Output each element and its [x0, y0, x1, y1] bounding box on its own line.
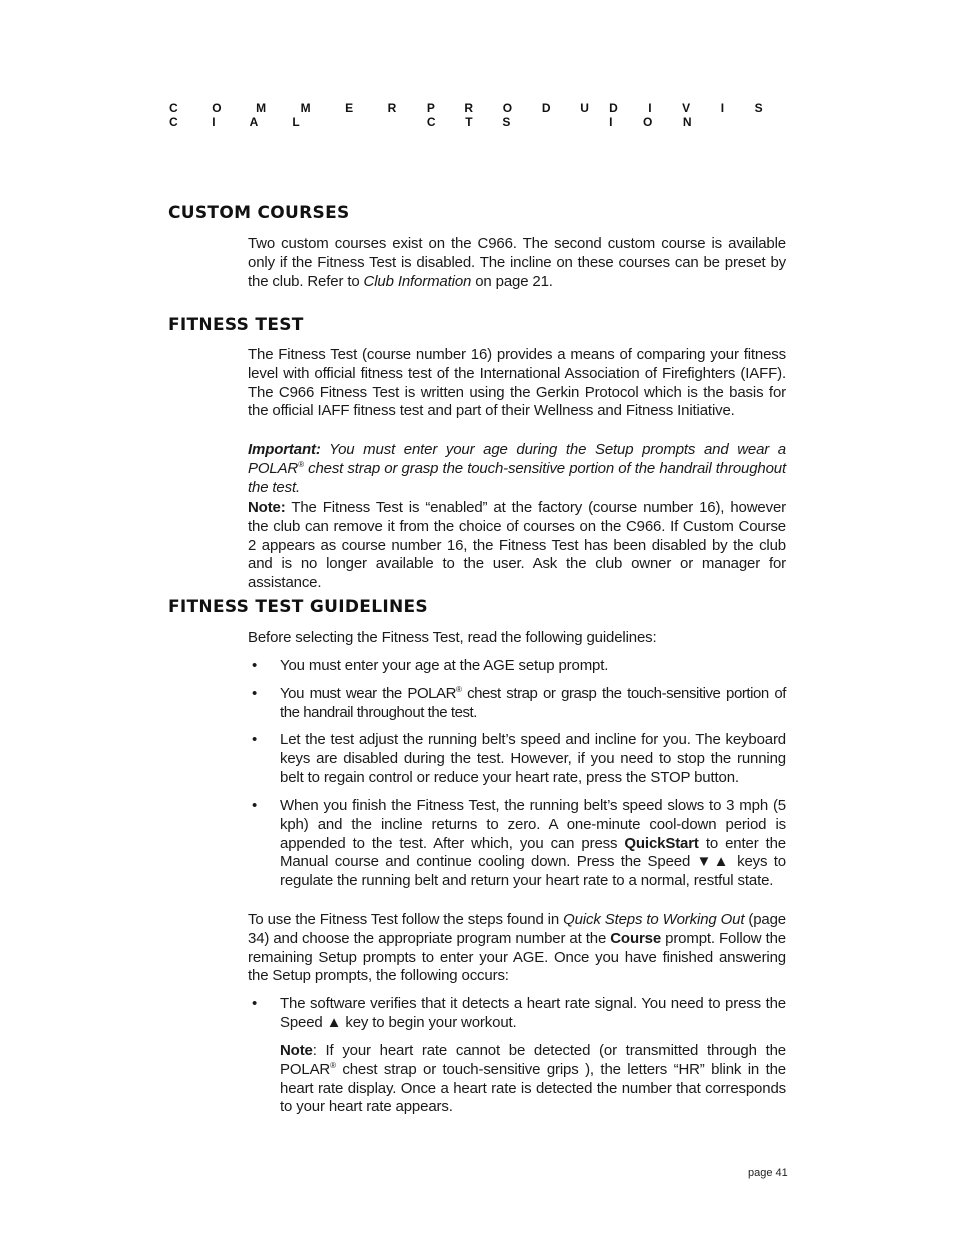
registered-mark: ® [298, 459, 304, 469]
note-label: Note: [248, 499, 286, 516]
custom-courses-paragraph [248, 235, 786, 291]
bullet-marker: • [252, 731, 258, 748]
bullet-marker: • [252, 797, 258, 814]
bullet-text-software: The software verifies that it detects a heart rate signal. You need to press the Speed ▲ key to begin your workout. [280, 995, 786, 1031]
bullet-text-finish [280, 797, 786, 891]
quickstart-label: QuickStart [624, 834, 699, 852]
use-text-b: (page 34) and choose the appropriate program number at the [248, 911, 786, 947]
bullet-polar-text-a: You must wear the POLAR [280, 685, 456, 702]
club-information-reference: Club Information [363, 272, 472, 290]
running-header-word-1: C O M M E R C I A L [169, 101, 412, 129]
bullet-marker: • [252, 657, 258, 674]
running-header-word-3: D I V I S I O N [609, 101, 777, 129]
custom-courses-text-a: Two custom courses exist on the C966. The second custom course is available only if the Fitness Test is disabled. The incline on these courses can be preset by the club. Refer to [248, 235, 786, 290]
list-item [248, 731, 786, 787]
note2-label: Note [280, 1042, 313, 1059]
registered-mark: ® [330, 1060, 336, 1070]
bullet-text-age: You must enter your age at the AGE setup prompt. [280, 657, 609, 674]
registered-mark: ® [456, 685, 462, 694]
bullet-marker: • [252, 995, 258, 1012]
sub-note [248, 1042, 786, 1117]
note-text: The Fitness Test is “enabled” at the factory (course number 16), however the club can remove it from the choice of courses on the C966. If Custom Course 2 appears as course number 16, the Fitness Test has been disabled by the club and is no longer available to the user. Ask the club owner or manager for assistance. [248, 499, 786, 592]
course-label: Course [610, 929, 662, 947]
bullet-polar-text-b: chest strap or grasp the touch-sensitive portion of the handrail throughout the test. [280, 685, 786, 721]
bullet-text-polar [280, 685, 786, 723]
section-heading-guidelines: FITNESS TEST GUIDELINES [168, 597, 428, 617]
page-number: page 41 [748, 1167, 788, 1179]
fitness-test-note [248, 499, 786, 593]
bullet-marker: • [252, 685, 258, 702]
important-text-b: chest strap or grasp the touch-sensitive portion of the handrail throughout the test. [248, 459, 786, 496]
section-heading-fitness-test: FITNESS TEST [168, 315, 304, 335]
running-header [169, 101, 786, 129]
quick-steps-reference: Quick Steps to Working Out [563, 911, 745, 928]
guidelines-intro: Before selecting the Fitness Test, read the following guidelines: [248, 629, 657, 646]
use-text-a: To use the Fitness Test follow the steps found in [248, 911, 564, 928]
bullet-finish-text-b: to enter the Manual course and continue cooling down. Press the Speed ▼▲ keys to regulate the running belt and return your heart rate to a normal, restful state. [280, 834, 786, 890]
bullet-text-adjust: Let the test adjust the running belt’s speed and incline for you. The keyboard keys are disabled during the test. However, if you need to stop the running belt to regain control or reduce your heart rate, press the STOP button. [280, 731, 786, 786]
custom-courses-text-b: on page 21. [471, 272, 553, 290]
list-item [248, 797, 786, 891]
running-header-word-2: P R O D U C T S [426, 101, 603, 129]
note2-text-a: : If your heart rate cannot be detected (or transmitted through the POLAR [280, 1042, 786, 1078]
section-heading-custom-courses: CUSTOM COURSES [168, 203, 350, 223]
use-fitness-test-paragraph [248, 911, 786, 986]
important-note [248, 441, 786, 497]
bullet-finish-text-a: When you finish the Fitness Test, the running belt’s speed slows to 3 mph (5 kph) and the incline returns to zero. A one-minute cool-down period is appended to the test. After which, you can press [280, 797, 786, 852]
list-item [248, 657, 786, 676]
note2-text-b: chest strap or touch-sensitive grips ), the letters “HR” blink in the heart rate display. Once a heart rate is detected the number that corresponds to your heart rate appears. [280, 1060, 786, 1116]
use-text-c: prompt. Follow the remaining Setup prompts to enter your AGE. Once you have finished answering the Setup prompts, the following occurs: [248, 929, 786, 985]
important-text-a: You must enter your age during the Setup prompts and wear a POLAR [248, 441, 786, 477]
list-item [248, 995, 786, 1033]
fitness-test-paragraph: The Fitness Test (course number 16) provides a means of comparing your fitness level with official fitness test of the International Association of Firefighters (IAFF). The C966 Fitness Test is written using the Gerkin Protocol which is the basis for the official IAFF fitness test and part of their Wellness and Fitness Initiative. [248, 346, 786, 420]
important-label: Important: [248, 441, 321, 458]
list-item [248, 685, 786, 723]
heart-rate-note [280, 1042, 786, 1117]
